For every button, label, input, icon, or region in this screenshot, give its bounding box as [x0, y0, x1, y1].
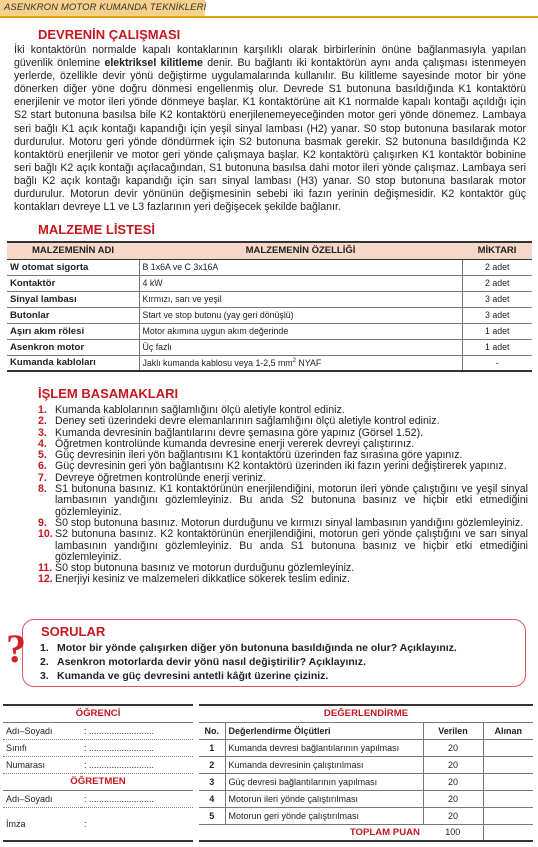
step-text: Öğretmen kontrolünde kumanda devresine enerji vererek devreyi çalıştırınız. [55, 437, 415, 450]
running-title: ASENKRON MOTOR KUMANDA TEKNİKLERİ [4, 2, 207, 13]
question-number: 3. [40, 670, 49, 682]
eval-row-given: 20 [423, 807, 483, 824]
material-qty: 1 adet [462, 323, 532, 339]
step-number: 6. [38, 460, 47, 473]
list-item [40, 655, 520, 669]
material-name: Aşırı akım rölesi [7, 323, 139, 339]
list-item [40, 641, 520, 655]
eval-row-criteria: Güç devresi bağlantılarının yapılması [225, 773, 423, 790]
question-mark-icon: ? [6, 626, 26, 671]
evaluation-header: DEĞERLENDİRME [199, 705, 533, 722]
step-number: 5. [38, 449, 47, 462]
step-text: S2 butonuna basınız. K2 kontaktörünün enerjilendiğini, motorun geri yönde çalıştığını ve sarı sinyal lambasının yandığını gözlemleyiniz. Bu anda S1 butonuna basınız ve hiçbir etki etmediğini gözlemleyiniz. [55, 528, 528, 563]
procedure-title: İŞLEM BASAMAKLARI [38, 386, 179, 401]
questions-list [40, 641, 520, 683]
material-name: Asenkron motor [7, 339, 139, 355]
teacher-name-label: Adı–Soyadı [3, 790, 81, 807]
material-name: W otomat sigorta [7, 259, 139, 275]
material-name: Kumanda kabloları [7, 355, 139, 371]
eval-row-given: 20 [423, 739, 483, 756]
circuit-description [14, 44, 526, 214]
circuit-title: DEVRENİN ÇALIŞMASI [38, 27, 181, 42]
step-text: Kumanda kablolarının sağlamlığını ölçü aletiyle kontrol ediniz. [55, 404, 345, 416]
material-name: Sinyal lambası [7, 291, 139, 307]
teacher-header: ÖĞRETMEN [3, 773, 193, 790]
step-number: 4. [38, 437, 47, 450]
student-name-label: Adı–Soyadı [3, 722, 81, 739]
step-text: Enerjiyi kesiniz ve malzemeleri dikkatlice sökerek teslim ediniz. [55, 573, 350, 586]
col-given: Verilen [423, 722, 483, 739]
list-item [38, 484, 528, 518]
eval-row-given: 20 [423, 756, 483, 773]
eval-row-no: 2 [199, 756, 225, 773]
step-number: 11. [38, 562, 53, 575]
table-row [7, 323, 532, 339]
material-spec: Üç fazlı [139, 339, 462, 355]
material-qty: 3 adet [462, 307, 532, 323]
col-received: Alınan [483, 722, 533, 739]
spec-text-end: NYAF [295, 357, 322, 368]
material-name: Kontaktör [7, 275, 139, 291]
step-number: 7. [38, 471, 47, 484]
materials-header-row [7, 242, 532, 259]
table-row [7, 275, 532, 291]
eval-row-criteria: Kumanda devresi bağlantılarının yapılması [225, 739, 423, 756]
teacher-name-field: : .......................... [81, 790, 193, 807]
circuit-text-bold: elektriksel kilitleme [104, 57, 203, 70]
student-class-label: Sınıfı [3, 739, 81, 756]
student-header: ÖĞRENCİ [3, 705, 193, 722]
list-item [40, 669, 520, 683]
material-name: Butonlar [7, 307, 139, 323]
step-number: 12. [38, 573, 53, 586]
eval-row-no: 5 [199, 807, 225, 824]
step-text: Devreye öğretmen kontrolünde enerji veriniz. [55, 471, 266, 484]
step-text: S0 stop butonuna basınız. Motorun durduğunu ve kırmızı sinyal lambasının yandığını gözlemleyiniz. [55, 516, 524, 529]
step-text: Kumanda devresinin bağlantılarını devre şemasına göre yapınız (Görsel 1.52). [55, 426, 424, 439]
col-material-name: MALZEMENİN ADI [7, 242, 139, 259]
eval-row-criteria: Motorun ileri yönde çalıştırılması [225, 790, 423, 807]
question-text: Asenkron motorlarda devir yönü nasıl değiştirilir? Açıklayınız. [57, 656, 366, 668]
col-criteria: Değerlendirme Ölçütleri [225, 722, 423, 739]
material-spec: Kırmızı, sarı ve yeşil [139, 291, 462, 307]
questions-title: SORULAR [38, 624, 108, 639]
total-received[interactable] [483, 824, 533, 841]
question-number: 1. [40, 642, 49, 654]
step-text: Güç devresinin geri yön bağlantısını K2 kontaktörü üzerinden iki fazın yerini değiştirerek yapınız. [55, 460, 507, 473]
col-no: No. [199, 722, 225, 739]
step-text: Deney seti üzerindeki devre elemanlarının sağlamlığını ölçü aletiyle kontrol ediniz. [55, 415, 440, 428]
eval-row-received[interactable] [483, 739, 533, 756]
total-label: TOPLAM PUAN [199, 824, 423, 841]
total-given: 100 [423, 824, 483, 841]
student-number-field: : .......................... [81, 756, 193, 773]
question-text: Kumanda ve güç devresini antetli kâğıt üzerine çiziniz. [57, 670, 329, 682]
material-spec: 4 kW [139, 275, 462, 291]
eval-row-received[interactable] [483, 773, 533, 790]
eval-row-criteria: Motorun geri yönde çalıştırılması [225, 807, 423, 824]
evaluation-table [3, 704, 533, 842]
material-qty: - [462, 355, 532, 371]
col-material-spec: MALZEMENİN ÖZELLİĞİ [139, 242, 462, 259]
table-row [7, 355, 532, 371]
materials-table [7, 241, 532, 372]
spec-superscript: 2 [292, 357, 296, 364]
eval-row-received[interactable] [483, 790, 533, 807]
eval-row-received[interactable] [483, 807, 533, 824]
table-row [7, 259, 532, 275]
step-number: 1. [38, 404, 47, 416]
material-qty: 1 adet [462, 339, 532, 355]
circuit-text-2: denir. Bu bağlantı iki kontaktörün aynı anda çalışması istenmeyen yerlerde, özellikle devir yönü değiştirme uygulamalarında kullanılır. Bu kilitleme sayesinde motor bir yöne dönerken diğer yöne doğru dönmesi engellenmiş olur. Devrede S1 butonuna basıldığında K1 kontaktörü enerjilenir ve motor ileri yönde dönmeye başlar. K1 kontaktörüne ait K1 normalde kapalı kontağı açıldığı için S2 start butonuna basılsa bile K2 kontaktörü enerjilenemeyeceğinden motor geri yönde dönemez. Lambaya seri bağlı K1 açık kontağı kapandığı için yeşil sinyal lambası (H2) yanar. S0 stop butonuna basılarak motor durdurulur. Motoru geri yönde döndürmek için S2 butonuna basmak gerekir. S2 butonuna basıldığında K2 kontaktörü enerjilenir ve motor geri yönde çalışmaya başlar. K2 kontaktörü çalışırken K1 kontaktör bobinine seri bağlı K2 açık kontağı açılacağından, S1 butonuna basılsa dahi motor ileri yönde çalışmaz. Lambaya seri bağlı K2 açık kontağı kapandığı için sarı sinyal lambası (H3) yanar. S0 stop butonuna basılarak motor durdurulur. Motorun devir yönünün değişmesinin sebebi iki fazın yerinin değişmesidir. K2 kontaktör güç kontakları devreye L1 ve L3 fazlarının yeri değişecek şekilde bağlanır. [14, 57, 526, 214]
step-number: 8. [38, 483, 47, 496]
procedure-steps [38, 405, 528, 586]
eval-row-given: 20 [423, 790, 483, 807]
circuit-text-1: İki kontaktörün normalde kapalı kontaklarının karşılıklı olarak birbirlerinin önüne bağlanmasıyla yapılan güvenlik önlemine [14, 44, 526, 70]
spec-text: Jaklı kumanda kablosu veya 1-2,5 mm [142, 357, 293, 368]
student-class-field: : .......................... [81, 739, 193, 756]
table-row [7, 307, 532, 323]
eval-row-criteria: Kumanda devresinin çalıştırılması [225, 756, 423, 773]
table-row [7, 339, 532, 355]
list-item [38, 529, 528, 563]
material-qty: 2 adet [462, 275, 532, 291]
material-qty: 3 adet [462, 291, 532, 307]
step-text: Güç devresinin ileri yön bağlantısını K1 kontaktörü üzerinden faz sırasına göre yapınız. [55, 449, 463, 462]
step-text: S0 stop butonuna basınız ve motorun durduğunu gözlemleyiniz. [55, 562, 355, 575]
material-spec: Start ve stop butonu (yay geri dönüşlü) [139, 307, 462, 323]
signature-label: İmza [3, 807, 81, 841]
material-qty: 2 adet [462, 259, 532, 275]
eval-row-received[interactable] [483, 756, 533, 773]
step-text: S1 butonuna basınız. K1 kontaktörünün enerjilendiğini, motorun ileri yönde çalıştığını ve yeşil sinyal lambasının yandığını gözlemleyiniz. Bu anda S2 butonuna basınız ve hiçbir etki etmediğini gözlemleyiniz. [55, 483, 528, 518]
student-number-label: Numarası [3, 756, 81, 773]
step-number: 10. [38, 528, 53, 541]
material-spec: Motor akımına uygun akım değerinde [139, 323, 462, 339]
question-text: Motor bir yönde çalışırken diğer yön butonuna basıldığında ne olur? Açıklayınız. [57, 642, 457, 654]
step-number: 2. [38, 415, 47, 428]
signature-field: : [81, 807, 193, 841]
material-spec [139, 355, 462, 371]
step-number: 3. [38, 426, 47, 439]
student-name-field: : .......................... [81, 722, 193, 739]
table-row [7, 291, 532, 307]
question-number: 2. [40, 656, 49, 668]
step-number: 9. [38, 516, 47, 529]
material-spec: B 1x6A ve C 3x16A [139, 259, 462, 275]
list-item [38, 574, 528, 585]
eval-row-no: 3 [199, 773, 225, 790]
col-material-qty: MİKTARI [462, 242, 532, 259]
eval-row-no: 4 [199, 790, 225, 807]
eval-row-no: 1 [199, 739, 225, 756]
running-header [0, 0, 538, 18]
eval-row-given: 20 [423, 773, 483, 790]
materials-title: MALZEME LİSTESİ [38, 222, 155, 237]
